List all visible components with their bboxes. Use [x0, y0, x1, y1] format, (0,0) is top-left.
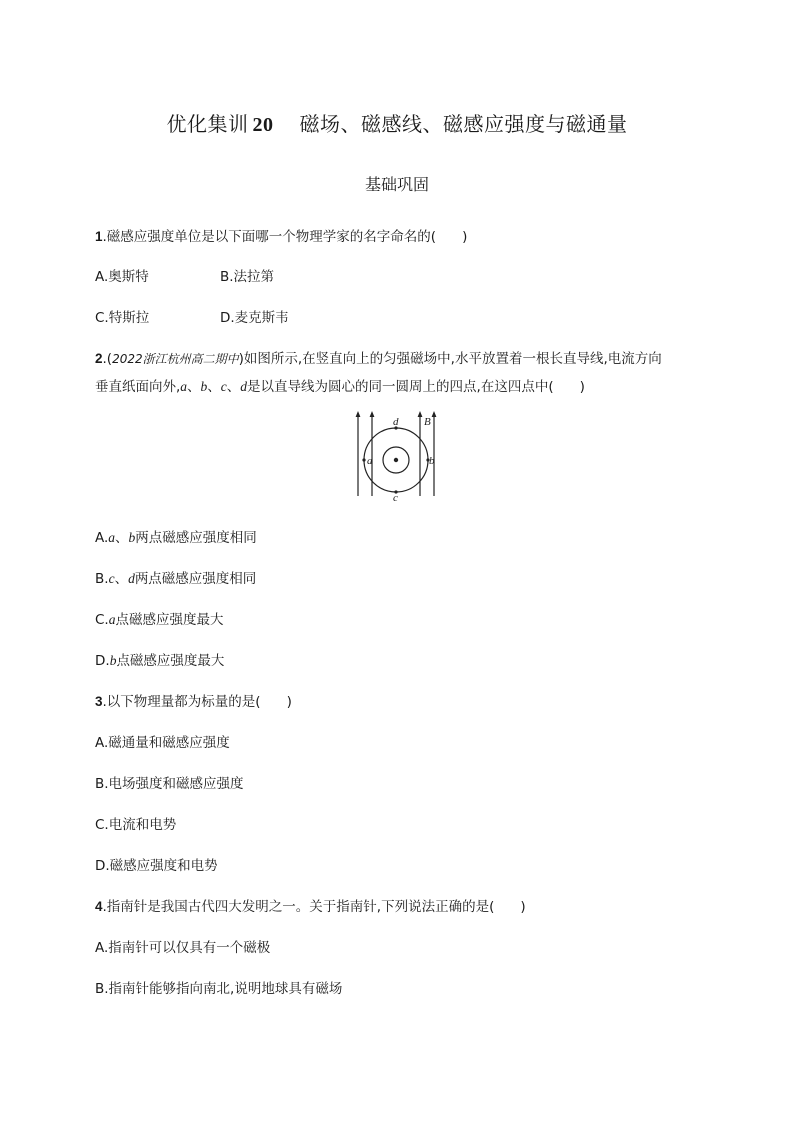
q1-option-a: A.奥斯特: [95, 269, 149, 285]
q3-option-d: D.磁感应强度和电势: [95, 858, 218, 874]
point-a-dot: [362, 458, 365, 461]
question-stem: )如图所示,在竖直向上的匀强磁场中,水平放置着一根长直导线,电流方向: [238, 351, 662, 367]
q1-option-c: C.特斯拉: [95, 310, 150, 326]
magnetic-field-figure: [340, 410, 452, 502]
point-label-a: a: [108, 530, 116, 545]
figure-label-c: c: [393, 492, 398, 502]
figure-label-b: b: [429, 455, 435, 467]
question-number: 3: [95, 694, 103, 709]
question-stem: .磁感应强度单位是以下面哪一个物理学家的名字命名的(: [102, 229, 437, 245]
option-prefix: D.: [95, 653, 110, 669]
option-text: 点磁感应强度最大: [116, 653, 225, 669]
option-text: 两点磁感应强度相同: [135, 530, 257, 546]
section-heading: 基础巩固: [364, 175, 429, 194]
separator: 、: [207, 379, 221, 395]
figure-label-B: B: [424, 416, 431, 428]
q2-option-a: [95, 526, 257, 546]
question-number: 4: [95, 899, 103, 914]
question-source: 2022浙江杭州高二期中: [112, 352, 239, 366]
title-number: 20: [252, 114, 274, 136]
q4-option-a: A.指南针可以仅具有一个磁极: [95, 940, 271, 956]
q2-option-c: [95, 608, 223, 628]
question-stem: .以下物理量都为标量的是(: [102, 694, 261, 710]
point-label-b: b: [200, 379, 208, 394]
figure-label-d: d: [393, 416, 399, 428]
question-number: 1: [95, 229, 103, 244]
question-stem: .指南针是我国古代四大发明之一。关于指南针,下列说法正确的是(: [102, 899, 495, 915]
separator: 、: [114, 571, 129, 587]
point-label-a: a: [108, 612, 116, 627]
stem-text: 垂直纸面向外,: [95, 379, 181, 395]
wire-dot: [394, 458, 398, 462]
option-prefix: B.: [95, 571, 109, 587]
point-label-d: d: [128, 571, 135, 586]
option-prefix: C.: [95, 612, 109, 628]
q3-option-c: C.电流和电势: [95, 817, 177, 833]
question-4: [95, 895, 526, 915]
point-label-c: c: [220, 379, 227, 394]
point-label-c: c: [108, 571, 115, 586]
q4-option-b: B.指南针能够指向南北,说明地球具有磁场: [95, 981, 343, 997]
option-prefix: A.: [95, 530, 109, 546]
question-number: 2: [95, 351, 103, 366]
title-prefix: 优化集训: [166, 112, 249, 136]
page-title: [0, 108, 794, 137]
answer-paren-close: ): [462, 229, 468, 245]
q2-option-b: [95, 567, 256, 587]
point-label-b: b: [109, 653, 117, 668]
option-text: 两点磁感应强度相同: [134, 571, 257, 587]
q1-option-d: D.麦克斯韦: [220, 310, 289, 326]
point-label-d: d: [240, 379, 248, 394]
question-1: [95, 225, 467, 245]
option-text: 点磁感应强度最大: [115, 612, 224, 628]
q2-option-d: [95, 649, 224, 669]
q1-option-b: B.法拉第: [220, 269, 275, 285]
question-2-line-2: [95, 375, 585, 395]
answer-paren-close: ): [520, 899, 526, 915]
separator: 、: [115, 530, 129, 546]
q3-option-b: B.电场强度和磁感应强度: [95, 776, 244, 792]
separator: 、: [226, 379, 241, 395]
source-open: .(: [102, 351, 113, 367]
point-label-a: a: [180, 379, 188, 394]
point-label-b: b: [128, 530, 136, 545]
answer-paren-close: ): [286, 694, 292, 710]
question-3: [95, 690, 292, 710]
title-text: 磁场、磁感线、磁感应强度与磁通量: [299, 112, 628, 136]
q3-option-a: A.磁通量和磁感应强度: [95, 735, 230, 751]
separator: 、: [187, 379, 201, 395]
figure-label-a: a: [367, 455, 373, 467]
stem-text: 是以直导线为圆心的同一圆周上的四点,在这四点中(: [247, 379, 554, 395]
answer-paren-close: ): [579, 379, 585, 395]
question-2-line-1: [95, 347, 662, 367]
